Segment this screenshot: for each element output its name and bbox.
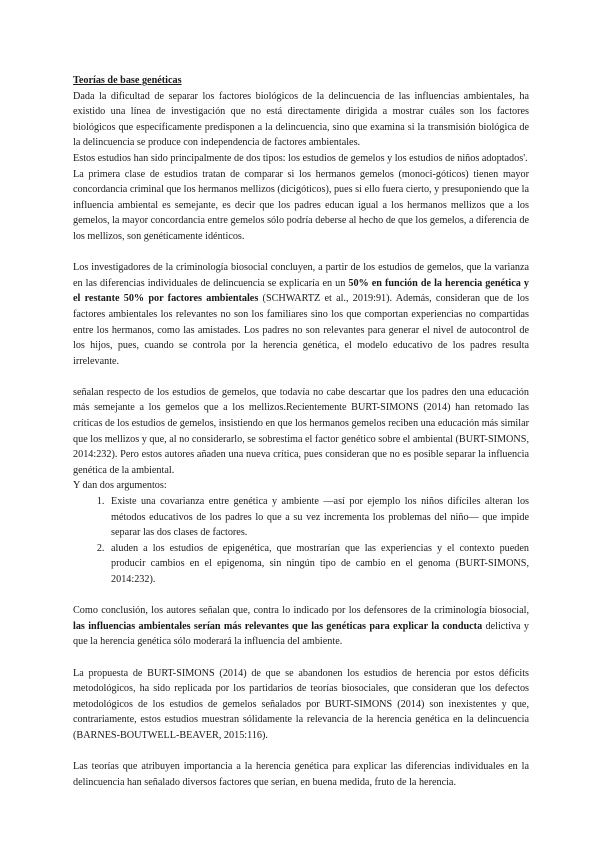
paragraph-criticism: señalan respecto de los estudios de gemelos, que todavía no cabe descartar que los padres den una educación más semejante a los gemelos que a los mellizos.Recientemente BURT-SIMONS (2014) han retomado las críticas de los estudios de gemelos, insistiendo en que los hermanos gemelos reciben una educación más similar que los mellizos y que, al no considerarlo, se sobrestima el factor genético sobre el ambiental (BURT-SIMONS, 2014:232). Pero estos autores añaden una nueva crítica, pues consideran que no es posible separar la influencia genética de la ambiental.: [73, 386, 529, 476]
bold-conclusion: las influencias ambientales serían más relevantes que las genéticas para explicar la conducta: [73, 620, 483, 632]
paragraph-reply: La propuesta de BURT-SIMONS (2014) de que se abandonen los estudios de herencia por estos déficits metodológicos, ha sido replicada por los partidarios de teorías biosociales, que consideran que los defectos metodológicos de los estudios de gemelos señalados por BURT-SIMONS (2014) son inexistentes y que, contrariamente, estos estudios muestran sólidamente la relevancia de la herencia genética en la delincuencia (BARNES-BOUTWELL-BEAVER, 2015:116).: [73, 667, 529, 741]
list-item: 2. aluden a los estudios de epigenética, que mostrarían que las experiencias y el contexto pueden producir cambios en el epigenoma, sin ningún tipo de cambio en el genoma (BURT-SIMONS, 2014:232).: [107, 541, 529, 588]
bold-heritability: 50% en función de la herencia genética y el restante 50% por factores ambientales: [73, 277, 530, 305]
document-page: [73, 73, 529, 790]
paragraph-heritage-factors: Las teorías que atribuyen importancia a la herencia genética para explicar las diferencias individuales en la delincuencia han señalado diversos factores que serían, en buena medida, fruto de la herencia.: [73, 761, 529, 788]
arguments-list: [73, 494, 529, 588]
paragraph-twin-studies: La primera clase de estudios tratan de comparar si los hermanos gemelos (monoci-góticos) tienen mayor concordancia criminal que los hermanos mellizos (dicigóticos), pues si ello fuera cierto, y presuponiendo que la influencia ambiental es semejante, es decir que los padres educan igual a los hermanos mellizos que a los gemelos, la mayor concordancia entre gemelos sólo podría deberse al hecho de que los gemelos, a diferencia de los mellizos, son genéticamente idénticos.: [73, 168, 529, 242]
paragraph-intro: Dada la dificultad de separar los factores biológicos de la delincuencia de las influencias ambientales, ha existido una línea de investigación que no está directamente dirigida a mostrar cuáles son los factores biológicos que específicamente predisponen a la delincuencia, sino que examina si la transmisión biológica de la delincuencia se produce con independencia de factores ambientales.: [73, 90, 529, 149]
paragraph-conclusion: Como conclusión, los autores señalan que, contra lo indicado por los defensores de la criminología biosocial, las influencias ambientales serían más relevantes que las genéticas para explicar la conducta delictiva y que la herencia genética sólo moderará la influencia del ambiente.: [73, 605, 530, 648]
list-item: 1. Existe una covarianza entre genética y ambiente —así por ejemplo los niños difíciles alteran los métodos educativos de los padres lo que a su vez incrementa los problemas del niño— que impide separar las dos clases de factores.: [107, 494, 529, 541]
paragraph-biosocial: Los investigadores de la criminología biosocial concluyen, a partir de los estudios de gemelos, que la varianza en las diferencias individuales de delincuencia se explicaría en un 50% en función de la herencia genética y el restante 50% por factores ambientales (SCHWARTZ et al., 2019:91). Además, consideran que de los factores ambientales los relevantes no son los familiares sino los que comportan experiencias no compartidas entre los hermanos, como las amistades. Los padres no son relevantes para generar el nivel de autocontrol de los hijos, pues, cuando se controla por la herencia genética, el modelo educativo de los padres resulta irrelevante.: [73, 262, 530, 367]
section-title: Teorías de base genéticas: [73, 75, 182, 86]
paragraph-arguments-intro: Y dan dos argumentos:: [73, 480, 167, 492]
paragraph-study-types: Estos estudios han sido principalmente de dos tipos: los estudios de gemelos y los estudios de niños adoptados'.: [73, 152, 528, 164]
